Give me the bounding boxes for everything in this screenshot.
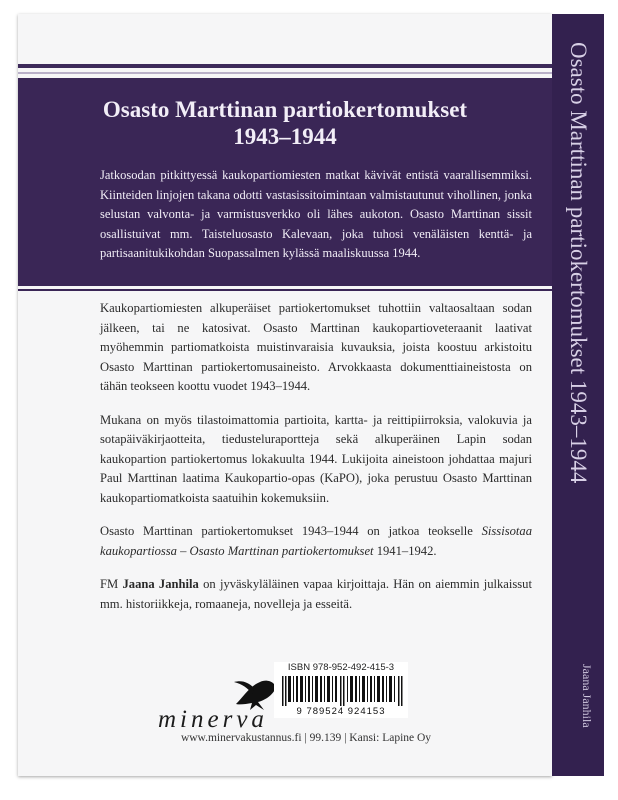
- isbn-label: ISBN 978-952-492-415-3: [287, 662, 395, 673]
- paragraph-3-end: 1941–1942.: [373, 543, 437, 558]
- author-bio: [100, 575, 532, 614]
- spine-author: Jaana Janhila: [580, 664, 594, 728]
- book-spine: [552, 14, 604, 776]
- banner-rule: [18, 289, 552, 291]
- title-banner: [18, 78, 552, 286]
- author-name: Jaana Janhila: [122, 577, 199, 591]
- barcode-bars: [282, 676, 404, 706]
- top-stripe: [18, 64, 552, 68]
- banner-blurb: Jatkosodan pitkittyessä kaukopartiomiesten matkat kävivät entistä vaarallisemmiksi. Kiinteiden linjojen takana odotti vastasissitoimintaan valmistautunut vihollinen, jonka selustan valvonta- ja varmistusverkko oli lähes aukoton. Osasto Marttinan sissit osallistuivat mm. Taisteluosasto Kalevaan, joka tuhosi venäläisten kenttä- ja partisaanitukikohdan Suopassalmen kylässä maaliskuussa 1944.: [100, 168, 532, 260]
- book-title-line-1: Osasto Marttinan partiokertomukset: [102, 97, 468, 122]
- isbn-barcode: [274, 662, 408, 718]
- barcode-digits: 9 789524 924153: [296, 706, 386, 717]
- author-bio-start: FM: [100, 577, 123, 591]
- author-bio-end: on jyväskyläläinen vapaa kirjoittaja. Hän on aiemmin julkaissut mm. historiikkeja, romaaneja, novelleja ja esseitä.: [100, 577, 532, 611]
- paragraph-3-start: Osasto Marttinan partiokertomukset 1943–1944 on jatkoa teokselle: [100, 524, 482, 538]
- publisher-footer: www.minervakustannus.fi | 99.139 | Kansi: Lapine Oy: [180, 732, 432, 744]
- paragraph-3: [100, 522, 532, 561]
- paragraph-1: Kaukopartiomiesten alkuperäiset partiokertomukset tuhottiin valtaosaltaan sodan jälkeen, tai ne katosivat. Osasto Marttinan kaukopartioveteraanit laativat myöhemmin partiomatkoista muistinvaraisia kuvauksia, joista koostuu arkistoitu Osasto Marttinan partiokertomusaineisto. Arvokkaasta dokumenttiaineistosta on tähän teokseen koottu vuodet 1943–1944.: [100, 301, 532, 393]
- previous-book-title: Sissisotaa kaukopartiossa – Osasto Marttinan partiokertomukset: [100, 524, 532, 558]
- spine-title: Osasto Marttinan partiokertomukset 1943–1944: [566, 42, 591, 484]
- back-cover: [18, 14, 552, 776]
- paragraph-2: Mukana on myös tilastoimattomia partioita, kartta- ja reittipiirroksia, valokuvia ja sotapäiväkirjaotteita, tiedusteluraportteja sekä alkuperäinen Lapin sodan kaukopartion partiokertomus lokakuulta 1944. Lukijoita aineistoon johdattaa majuri Paul Marttinan laatima Kaukopartio-opas (KaPO), joka perustuu Osasto Marttinan kaukopartiomatkoista saatuihin kokemuksiin.: [100, 412, 532, 505]
- book-title: [18, 96, 552, 150]
- publisher-logo: minerva: [158, 706, 268, 733]
- description-body: [100, 299, 532, 628]
- book-title-line-2: 1943–1944: [233, 124, 337, 149]
- top-stripe-thin: [18, 72, 552, 74]
